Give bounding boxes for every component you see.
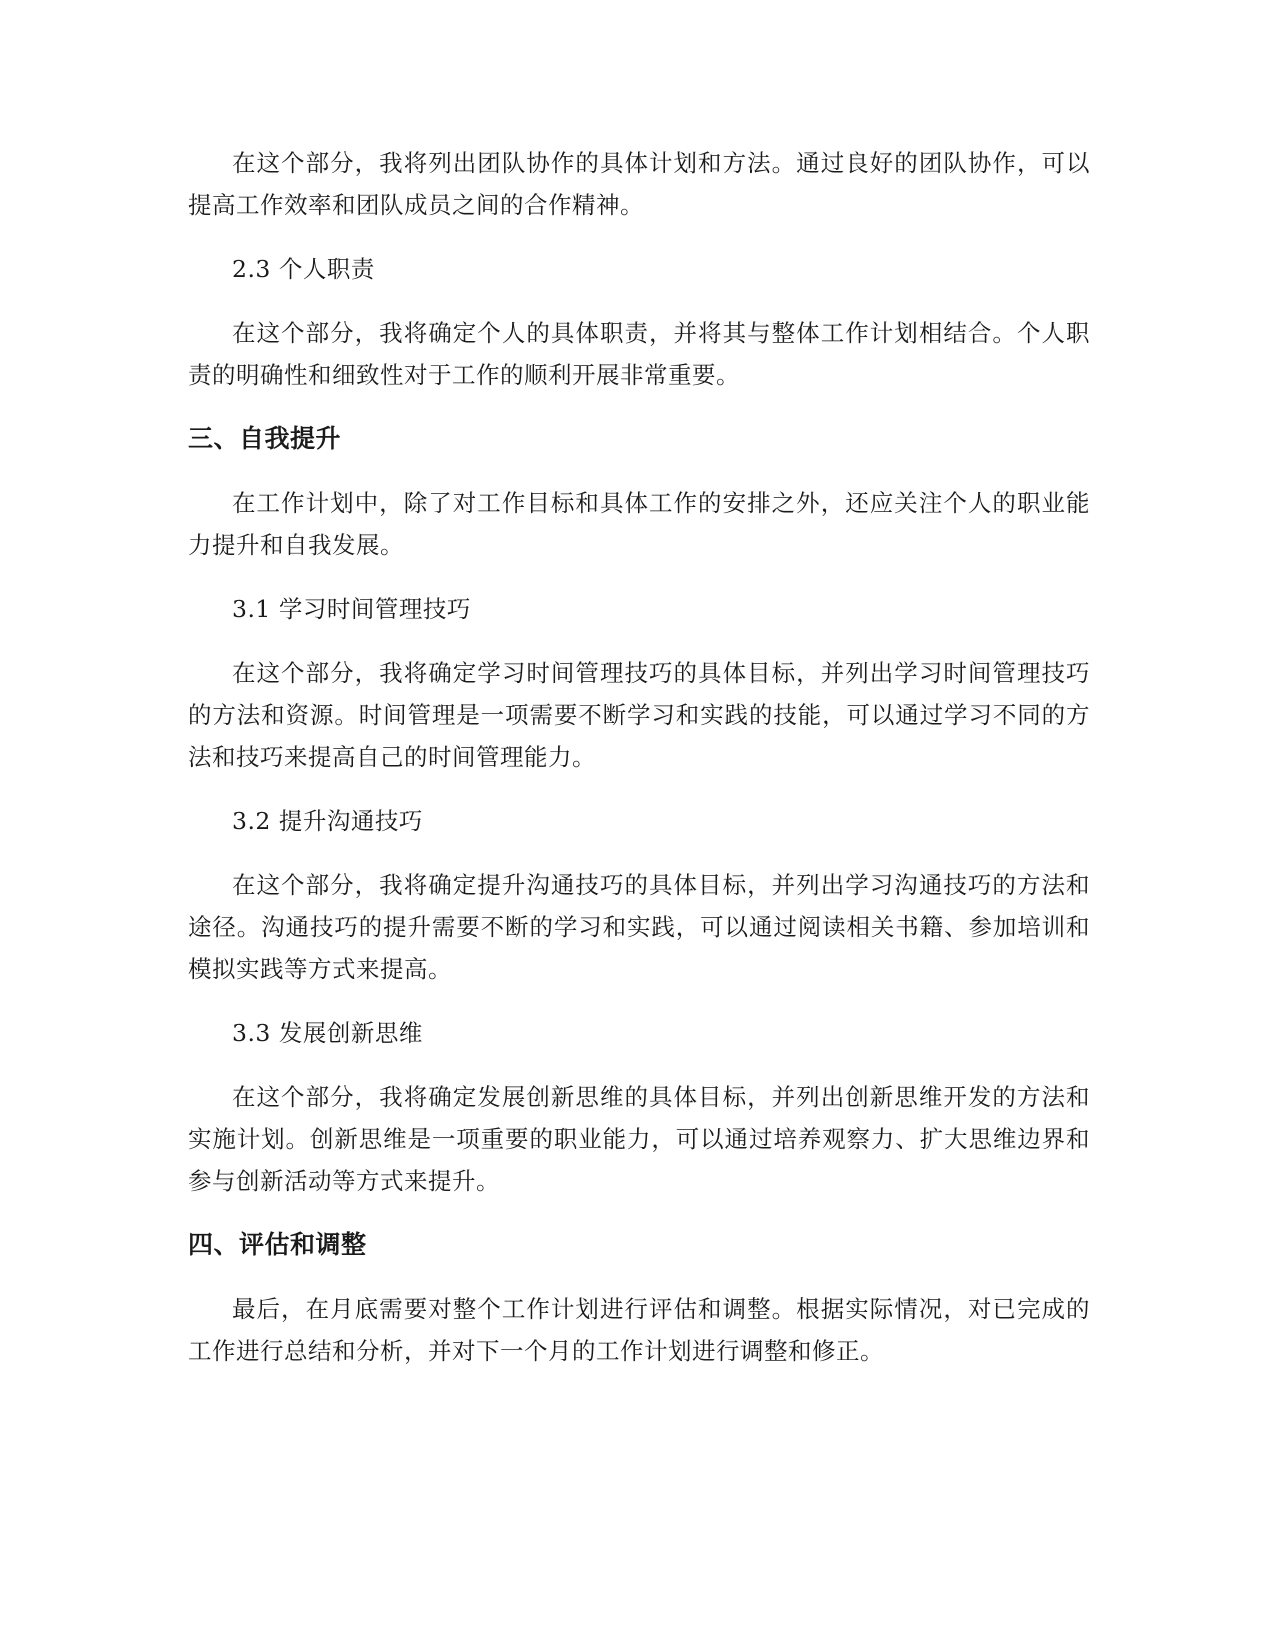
section-heading-3: 三、自我提升 <box>188 424 342 453</box>
section-heading-4: 四、评估和调整 <box>188 1230 367 1259</box>
subheading-3-2: 3.2 提升沟通技巧 <box>232 807 423 835</box>
paragraph-innovation: 在这个部分，我将确定发展创新思维的具体目标，并列出创新思维开发的方法和实施计划。创新思维是一项重要的职业能力，可以通过培养观察力、扩大思维边界和参与创新活动等方式来提升。 <box>188 1083 1090 1195</box>
subheading-3-1: 3.1 学习时间管理技巧 <box>232 595 471 623</box>
paragraph-team-collaboration: 在这个部分，我将列出团队协作的具体计划和方法。通过良好的团队协作，可以提高工作效率和团队成员之间的合作精神。 <box>188 149 1090 219</box>
document-page <box>188 142 1090 1394</box>
subheading-2-3: 2.3 个人职责 <box>232 255 375 283</box>
paragraph-time-management: 在这个部分，我将确定学习时间管理技巧的具体目标，并列出学习时间管理技巧的方法和资源。时间管理是一项需要不断学习和实践的技能，可以通过学习不同的方法和技巧来提高自己的时间管理能力。 <box>188 659 1090 771</box>
paragraph-communication: 在这个部分，我将确定提升沟通技巧的具体目标，并列出学习沟通技巧的方法和途径。沟通技巧的提升需要不断的学习和实践，可以通过阅读相关书籍、参加培训和模拟实践等方式来提高。 <box>188 871 1090 983</box>
paragraph-personal-duties: 在这个部分，我将确定个人的具体职责，并将其与整体工作计划相结合。个人职责的明确性和细致性对于工作的顺利开展非常重要。 <box>188 319 1090 389</box>
paragraph-self-improvement: 在工作计划中，除了对工作目标和具体工作的安排之外，还应关注个人的职业能力提升和自我发展。 <box>188 489 1090 559</box>
paragraph-evaluation: 最后，在月底需要对整个工作计划进行评估和调整。根据实际情况，对已完成的工作进行总结和分析，并对下一个月的工作计划进行调整和修正。 <box>188 1295 1090 1365</box>
subheading-3-3: 3.3 发展创新思维 <box>232 1019 423 1047</box>
